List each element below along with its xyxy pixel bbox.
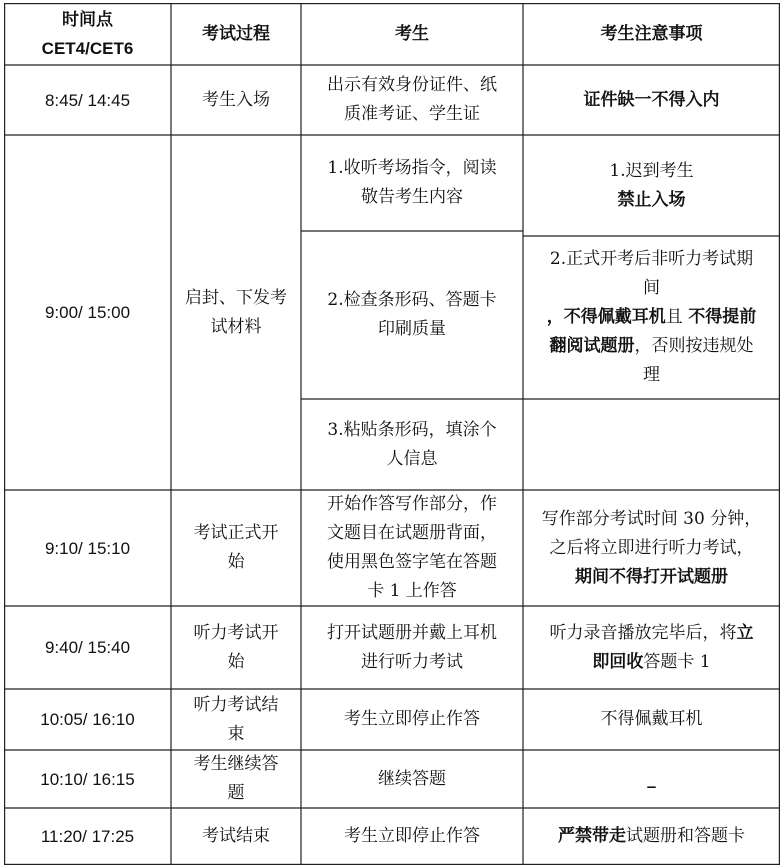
- row-note: [523, 750, 780, 808]
- row-note: [523, 236, 780, 399]
- row-candidate: [301, 606, 523, 689]
- candidate-text: 开始作答写作部分，作: [327, 494, 497, 514]
- candidate-text: 出示有效身份证件、纸: [327, 75, 497, 95]
- candidate-text: 3.粘贴条形码，填涂个: [327, 419, 497, 440]
- header-time: [4, 3, 171, 65]
- note-text: 间: [643, 278, 660, 298]
- row-note: [523, 399, 780, 490]
- header-time-exam: CET4/CET6: [41, 39, 134, 58]
- process-text: 试材料: [210, 316, 262, 337]
- note-text: 1.迟到考生: [609, 160, 694, 181]
- note-text: ，否则按违规处: [634, 336, 754, 356]
- process-text: 听力考试开: [193, 622, 279, 643]
- process-text: 题: [227, 783, 245, 803]
- note-text: 且: [665, 307, 689, 327]
- candidate-text: 1.收听考场指令，阅读: [327, 158, 497, 178]
- row-process: [171, 606, 301, 689]
- note-bold-text: 严禁带走: [558, 826, 626, 846]
- row-note: [523, 689, 780, 750]
- note-text: 写作部分考试时间 30 分钟，: [541, 508, 762, 529]
- note-text: _: [647, 768, 656, 789]
- row-process: [171, 65, 301, 135]
- process-text: 考生继续答: [193, 754, 279, 774]
- row-process: [171, 808, 301, 865]
- row-process: [171, 689, 301, 750]
- candidate-text: 打开试题册并戴上耳机: [327, 622, 497, 643]
- row-candidate: [301, 399, 523, 490]
- candidate-text: 文题目在试题册背面，: [327, 523, 497, 543]
- note-bold-text: ，不得佩戴耳机: [546, 307, 666, 327]
- process-text: 启封、下发考: [185, 287, 287, 308]
- row-candidate: [301, 65, 523, 135]
- candidate-text: 考生立即停止作答: [344, 709, 480, 729]
- time-value: 9:00/ 15:00: [44, 303, 131, 322]
- note-text: 禁止入场: [617, 189, 686, 210]
- time-value: 8:45/ 14:45: [44, 90, 131, 110]
- note-bold-text: 立: [736, 622, 754, 643]
- row-candidate: [301, 135, 523, 231]
- header-process: [171, 3, 301, 65]
- row-note: [523, 808, 780, 865]
- note-bold-text: 不得提前: [688, 307, 757, 327]
- process-text: 考试正式开: [193, 523, 279, 543]
- note-bold-text: 翻阅试题册: [549, 336, 635, 356]
- time-value: 9:40/ 15:40: [44, 638, 131, 657]
- row-process: [171, 135, 301, 490]
- process-text: 考生入场: [202, 89, 270, 110]
- candidate-text: 进行听力考试: [361, 651, 463, 672]
- note-bold-text: 期间不得打开试题册: [574, 566, 728, 587]
- row-process: [171, 490, 301, 606]
- row-time: [4, 490, 171, 606]
- header-notes: [523, 3, 780, 65]
- row-note: [523, 606, 780, 689]
- note-text: 证件缺一不得入内: [583, 89, 720, 110]
- process-text: 始: [227, 651, 245, 672]
- note-text: 之后将立即进行听力考试，: [549, 537, 754, 558]
- header-time-label: 时间点: [61, 10, 113, 29]
- row-note: [523, 490, 780, 606]
- candidate-text: 使用黑色签字笔在答题: [327, 552, 497, 572]
- candidate-text: 质准考证、学生证: [344, 104, 480, 124]
- row-candidate: [301, 750, 523, 808]
- candidate-text: 2.检查条形码、答题卡: [327, 290, 497, 310]
- row-time: [4, 689, 171, 750]
- row-process: [171, 750, 301, 808]
- candidate-text: 印刷质量: [377, 319, 446, 339]
- note-text: 听力录音播放完毕后，将: [549, 622, 737, 643]
- note-text: 2.正式开考后非听力考试期: [549, 249, 754, 269]
- row-note: [523, 65, 780, 135]
- header-candidate-label: 考生: [395, 23, 429, 44]
- note-text: 试题册和答题卡: [626, 826, 745, 846]
- process-text: 听力考试结: [193, 694, 279, 715]
- note-text: 不得佩戴耳机: [600, 709, 703, 729]
- row-candidate: [301, 231, 523, 399]
- note-text: 理: [643, 365, 660, 385]
- note-text: 答题卡 1: [643, 651, 711, 672]
- candidate-text: 敬告考生内容: [360, 187, 463, 207]
- time-value: 11:20/ 17:25: [40, 827, 135, 846]
- row-time: [4, 750, 171, 808]
- candidate-text: 继续答题: [378, 768, 446, 789]
- process-text: 束: [227, 723, 245, 744]
- row-candidate: [301, 689, 523, 750]
- header-candidate: [301, 3, 523, 65]
- row-time: [4, 606, 171, 689]
- candidate-text: 卡 1 上作答: [367, 581, 457, 601]
- process-text: 考试结束: [202, 826, 270, 846]
- row-candidate: [301, 808, 523, 865]
- note-bold-text: 即回收: [592, 651, 644, 672]
- header-process-label: 考试过程: [202, 23, 270, 44]
- row-note: [523, 135, 780, 236]
- candidate-text: 人信息: [386, 448, 438, 469]
- row-time: [4, 808, 171, 865]
- exam-schedule-table: [4, 3, 780, 865]
- time-value: 9:10/ 15:10: [44, 538, 131, 558]
- time-value: 10:10/ 16:15: [40, 769, 135, 789]
- process-text: 始: [227, 552, 245, 572]
- row-time: [4, 65, 171, 135]
- header-notes-label: 考生注意事项: [600, 23, 703, 44]
- time-value: 10:05/ 16:10: [40, 710, 135, 729]
- candidate-text: 考生立即停止作答: [344, 826, 480, 846]
- row-time: [4, 135, 171, 490]
- row-candidate: [301, 490, 523, 606]
